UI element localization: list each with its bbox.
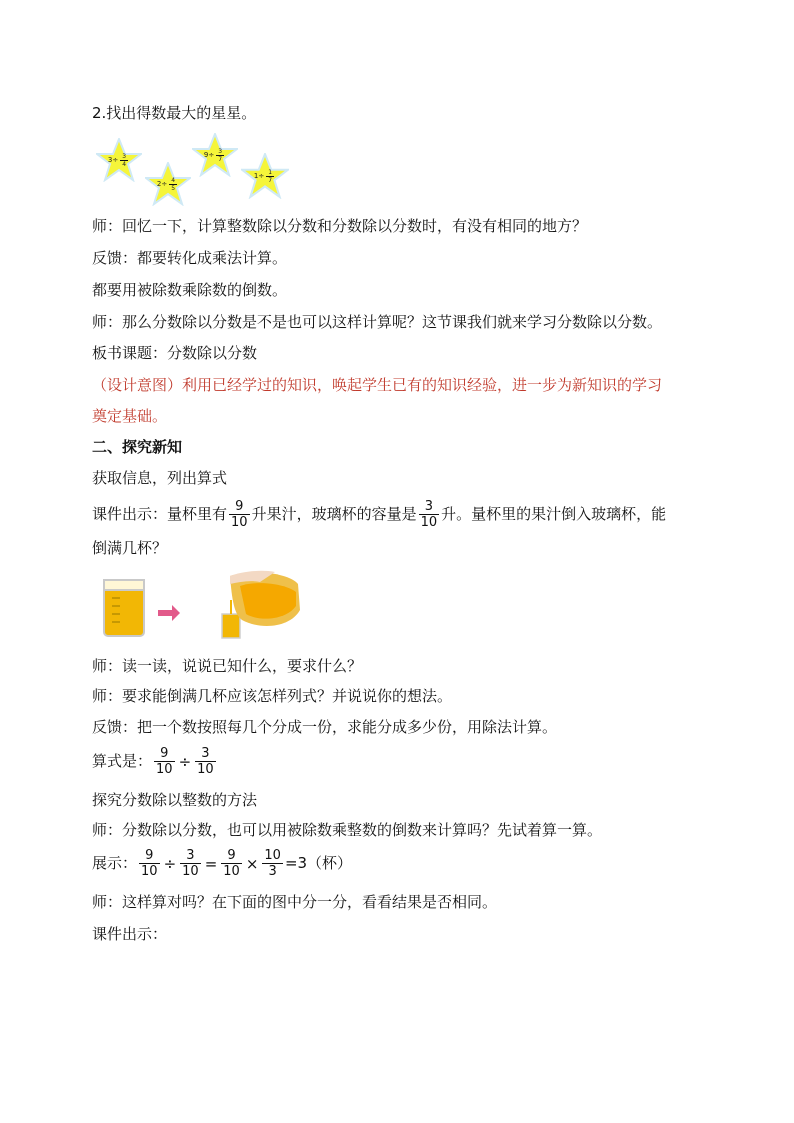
teacher-line-3: 师：读一读，说说已知什么，要求什么？ — [92, 657, 363, 675]
feedback-line-2: 反馈：把一个数按照每几个分成一份，求能分成多少份，用除法计算。 — [92, 718, 558, 736]
star-1-op: ÷ — [112, 156, 119, 164]
subheading-method: 探究分数除以整数的方法 — [92, 791, 258, 809]
teacher-line-2: 师：那么分数除以分数是不是也可以这样计算呢？这节课我们就来学习分数除以分数。 — [92, 313, 663, 331]
star-1-whole: 3 — [107, 156, 113, 164]
subheading-get-info: 获取信息，列出算式 — [92, 469, 228, 487]
courseware-display: 课件出示： — [92, 925, 168, 943]
star-4-whole: 1 — [253, 172, 259, 180]
equals-sign: = — [204, 854, 218, 873]
star-4-fraction: $\frac{1}{7}$ — [268, 168, 273, 184]
board-title: 板书课题：分数除以分数 — [92, 344, 258, 362]
question-2: 2.找出得数最大的星星。 — [92, 104, 257, 122]
multiplication-sign: × — [245, 854, 259, 873]
fraction-nine-tenths: $\frac{9}{10}$ — [156, 746, 173, 777]
design-intent-line-1: （设计意图）利用已经学过的知识，唤起学生已有的知识经验，进一步为新知识的学习 — [92, 376, 663, 394]
teacher-line-5: 师：分数除以分数，也可以用被除数乘整数的倒数来计算吗？先试着算一算。 — [92, 821, 603, 839]
teacher-line-6: 师：这样算对吗？在下面的图中分一分，看看结果是否相同。 — [92, 893, 498, 911]
fraction-three-tenths: $\frac{3}{10}$ — [420, 499, 438, 530]
star-1 — [96, 138, 142, 182]
division-sign: ÷ — [163, 854, 177, 873]
star-3-fraction: $\frac{3}{7}$ — [218, 147, 223, 163]
fraction-ten-thirds: $\frac{10}{3}$ — [264, 848, 281, 879]
division-sign: ÷ — [178, 752, 192, 771]
star-3 — [192, 133, 238, 177]
star-2-whole: 2 — [156, 180, 162, 188]
teacher-line-4: 师：要求能倒满几杯应该怎样列式？并说说你的想法。 — [92, 687, 453, 705]
text-line-reciprocal: 都要用被除数乘除数的倒数。 — [92, 281, 288, 299]
design-intent-line-2: 奠定基础。 — [92, 407, 168, 425]
equation-line: 算式是： $\frac{9}{10}$ ÷ $\frac{3}{10}$ — [92, 746, 214, 777]
fraction-nine-tenths: $\frac{9}{10}$ — [231, 499, 248, 530]
demonstration-line: 展示： $\frac{9}{10}$ ÷ $\frac{3}{10}$ = $\frac{9}{10}$ × $\frac{10}{3}$ =3（杯） — [92, 848, 353, 879]
fraction-nine-tenths: $\frac{9}{10}$ — [141, 848, 158, 879]
star-4-op: ÷ — [258, 172, 265, 180]
teacher-line-1: 师：回忆一下，计算整数除以分数和分数除以分数时，有没有相同的地方？ — [92, 217, 588, 235]
fraction-three-tenths: $\frac{3}{10}$ — [182, 848, 199, 879]
measuring-cup-and-glass-icon — [100, 570, 305, 642]
fraction-three-tenths: $\frac{3}{10}$ — [197, 746, 214, 777]
star-3-op: ÷ — [208, 151, 215, 159]
star-2 — [145, 162, 191, 206]
star-3-whole: 9 — [203, 151, 209, 159]
star-2-op: ÷ — [161, 180, 168, 188]
courseware-problem-line: 课件出示：量杯里有 $\frac{9}{10}$ 升果汁，玻璃杯的容量是 $\frac{3}{10}$ 升。量杯里的果汁倒入玻璃杯，能 — [92, 499, 667, 530]
fraction-nine-tenths: $\frac{9}{10}$ — [223, 848, 240, 879]
feedback-line-1: 反馈：都要转化成乘法计算。 — [92, 249, 288, 267]
star-1-fraction: $\frac{3}{4}$ — [122, 152, 127, 168]
star-4 — [241, 153, 289, 199]
juice-illustration — [100, 570, 305, 642]
section-heading-2: 二、探究新知 — [92, 438, 183, 456]
star-2-fraction: $\frac{4}{5}$ — [171, 176, 176, 192]
problem-continued: 倒满几杯？ — [92, 539, 168, 557]
